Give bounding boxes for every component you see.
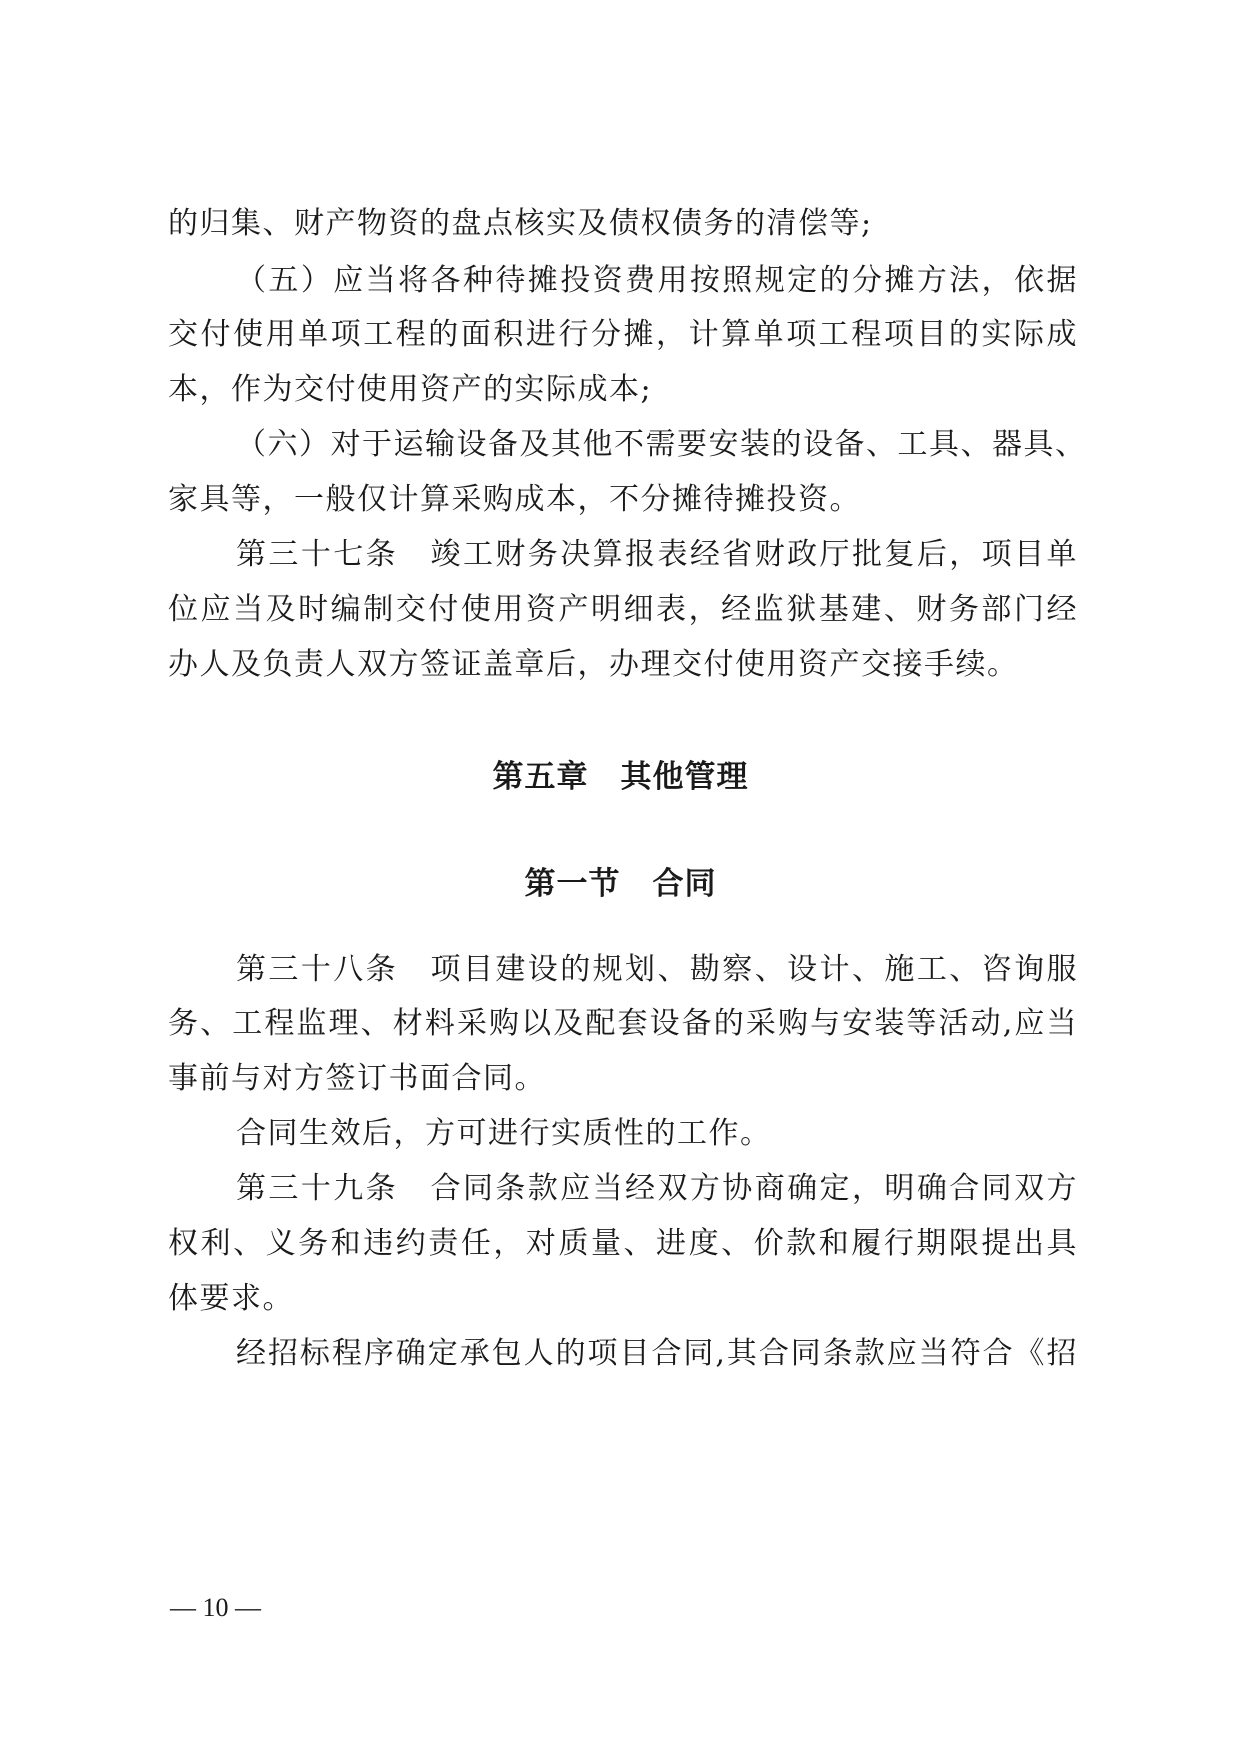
chapter-title: 第五章 其他管理 — [492, 759, 749, 795]
paragraph-line: 交付使用单项工程的面积进行分摊，计算单项工程项目的实际成 — [168, 317, 1078, 352]
paragraph-line: （六）对于运输设备及其他不需要安装的设备、工具、器具、 — [236, 427, 1087, 462]
paragraph-line: 体要求。 — [168, 1281, 294, 1316]
paragraph-line: 权利、义务和违约责任，对质量、进度、价款和履行期限提出具 — [168, 1226, 1078, 1261]
paragraph-line: 位应当及时编制交付使用资产明细表，经监狱基建、财务部门经 — [168, 592, 1078, 627]
paragraph-line: 家具等，一般仅计算采购成本，不分摊待摊投资。 — [168, 482, 861, 517]
paragraph-line: 合同生效后，方可进行实质性的工作。 — [236, 1116, 772, 1151]
paragraph-line: 第三十八条 项目建设的规划、勘察、设计、施工、咨询服 — [236, 952, 1078, 987]
paragraph-line: （五）应当将各种待摊投资费用按照规定的分摊方法，依据 — [236, 263, 1078, 298]
paragraph-line: 事前与对方签订书面合同。 — [168, 1061, 546, 1096]
paragraph-line: 本，作为交付使用资产的实际成本; — [168, 372, 653, 407]
paragraph-line: 的归集、财产物资的盘点核实及债权债务的清偿等; — [168, 206, 873, 241]
paragraph-line: 经招标程序确定承包人的项目合同,其合同条款应当符合《招 — [236, 1336, 1078, 1371]
section-title: 第一节 合同 — [524, 866, 717, 902]
paragraph-line: 第三十九条 合同条款应当经双方协商确定，明确合同双方 — [236, 1171, 1078, 1206]
page-number: — 10 — — [170, 1593, 261, 1622]
paragraph-line: 第三十七条 竣工财务决算报表经省财政厅批复后，项目单 — [236, 537, 1078, 572]
paragraph-line: 办人及负责人双方签证盖章后，办理交付使用资产交接手续。 — [168, 647, 1019, 682]
paragraph-line: 务、工程监理、材料采购以及配套设备的采购与安装等活动,应当 — [168, 1006, 1078, 1041]
